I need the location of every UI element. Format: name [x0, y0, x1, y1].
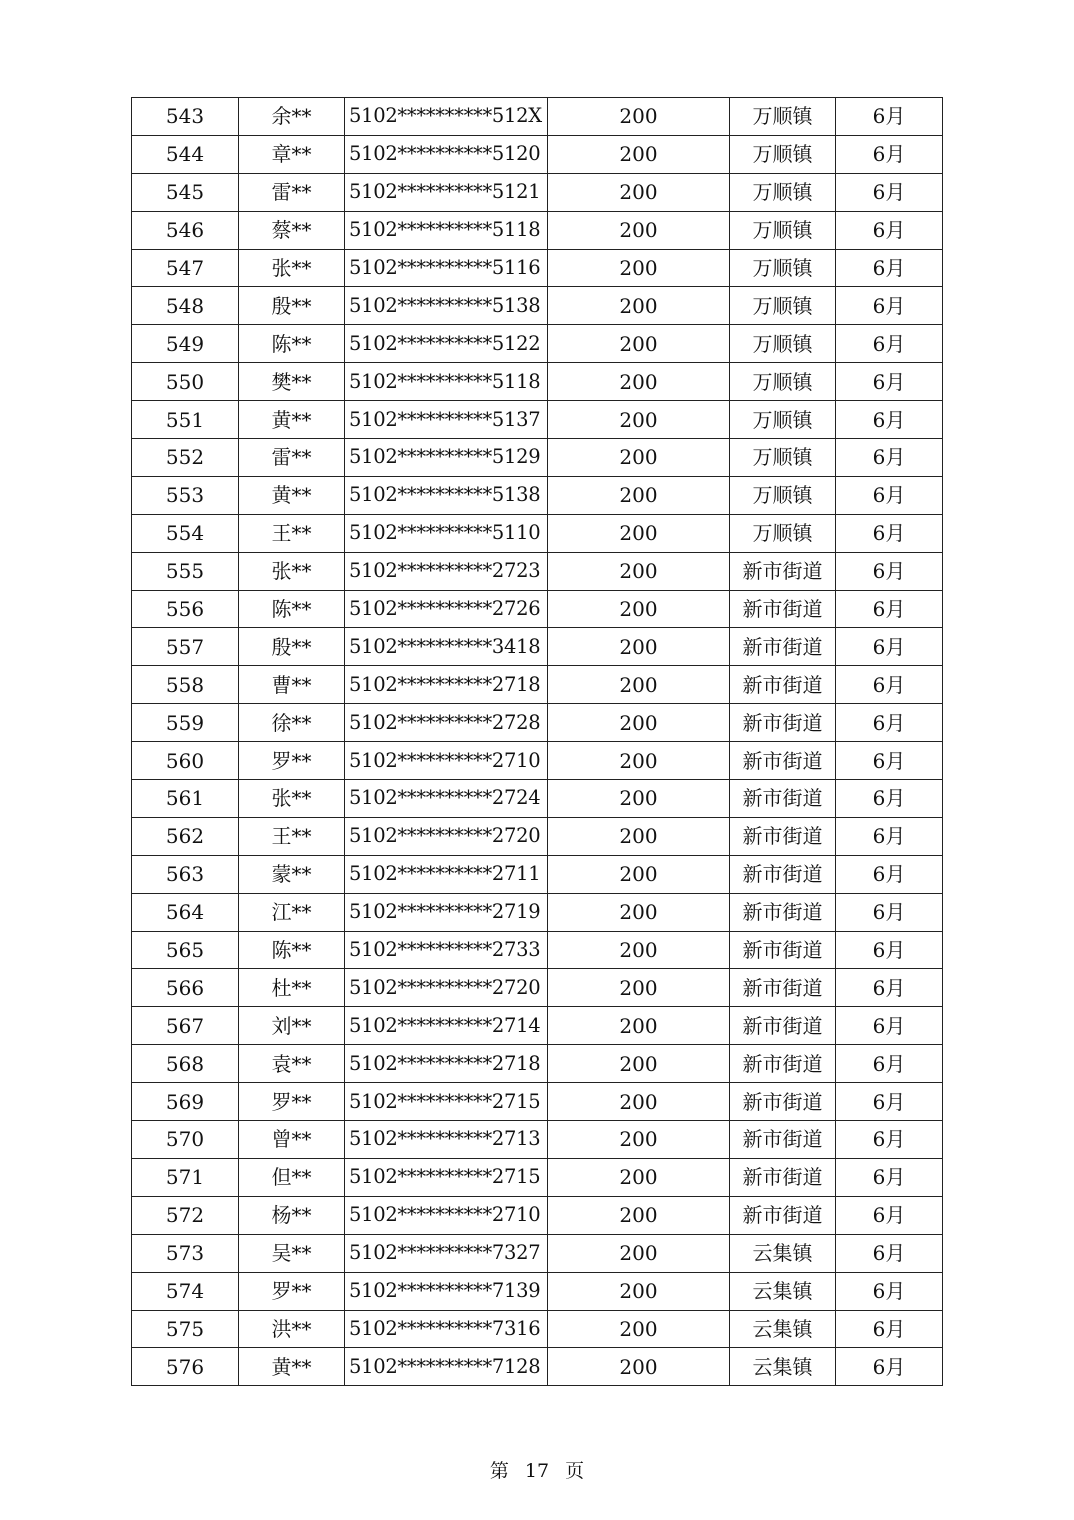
table-row: [132, 325, 943, 363]
cell-name: 袁**: [239, 1045, 345, 1083]
cell-id-number: 5102**********5121: [345, 173, 548, 211]
cell-name: 陈**: [239, 325, 345, 363]
cell-id-number: 5102**********5110: [345, 514, 548, 552]
cell-name: 陈**: [239, 931, 345, 969]
cell-amount: 200: [548, 98, 730, 136]
cell-month: 6月: [836, 514, 943, 552]
cell-amount: 200: [548, 780, 730, 818]
cell-name: 黄**: [239, 476, 345, 514]
cell-town: 万顺镇: [730, 476, 836, 514]
table-row: [132, 931, 943, 969]
cell-amount: 200: [548, 439, 730, 477]
cell-name: 刘**: [239, 1007, 345, 1045]
cell-number: 545: [132, 173, 239, 211]
cell-id-number: 5102**********2720: [345, 969, 548, 1007]
cell-month: 6月: [836, 1234, 943, 1272]
cell-id-number: 5102**********2718: [345, 666, 548, 704]
cell-month: 6月: [836, 476, 943, 514]
cell-town: 新市街道: [730, 1196, 836, 1234]
table-row: [132, 855, 943, 893]
table-row: [132, 173, 943, 211]
cell-number: 573: [132, 1234, 239, 1272]
table-row: [132, 98, 943, 136]
cell-name: 罗**: [239, 742, 345, 780]
page-footer: [0, 1456, 1074, 1483]
cell-number: 554: [132, 514, 239, 552]
cell-id-number: 5102**********7139: [345, 1272, 548, 1310]
table-row: [132, 742, 943, 780]
table-row: [132, 590, 943, 628]
table-row: [132, 287, 943, 325]
cell-name: 罗**: [239, 1272, 345, 1310]
cell-number: 556: [132, 590, 239, 628]
cell-town: 万顺镇: [730, 249, 836, 287]
cell-town: 万顺镇: [730, 211, 836, 249]
cell-id-number: 5102**********2723: [345, 552, 548, 590]
cell-month: 6月: [836, 1310, 943, 1348]
cell-amount: 200: [548, 1121, 730, 1159]
table-row: [132, 1310, 943, 1348]
cell-amount: 200: [548, 666, 730, 704]
cell-number: 543: [132, 98, 239, 136]
cell-month: 6月: [836, 704, 943, 742]
cell-number: 574: [132, 1272, 239, 1310]
cell-number: 572: [132, 1196, 239, 1234]
cell-town: 云集镇: [730, 1310, 836, 1348]
cell-amount: 200: [548, 514, 730, 552]
cell-id-number: 5102**********2733: [345, 931, 548, 969]
cell-town: 万顺镇: [730, 439, 836, 477]
cell-name: 殷**: [239, 628, 345, 666]
cell-amount: 200: [548, 363, 730, 401]
cell-month: 6月: [836, 666, 943, 704]
cell-amount: 200: [548, 1045, 730, 1083]
cell-town: 新市街道: [730, 704, 836, 742]
cell-amount: 200: [548, 1158, 730, 1196]
cell-town: 新市街道: [730, 742, 836, 780]
cell-id-number: 5102**********2710: [345, 1196, 548, 1234]
cell-town: 万顺镇: [730, 514, 836, 552]
cell-name: 黄**: [239, 1348, 345, 1386]
cell-town: 新市街道: [730, 893, 836, 931]
cell-id-number: 5102**********5137: [345, 401, 548, 439]
cell-id-number: 5102**********7316: [345, 1310, 548, 1348]
cell-amount: 200: [548, 817, 730, 855]
cell-name: 黄**: [239, 401, 345, 439]
cell-month: 6月: [836, 325, 943, 363]
cell-id-number: 5102**********5116: [345, 249, 548, 287]
cell-number: 562: [132, 817, 239, 855]
cell-month: 6月: [836, 1272, 943, 1310]
cell-name: 罗**: [239, 1083, 345, 1121]
cell-id-number: 5102**********512X: [345, 98, 548, 136]
cell-town: 云集镇: [730, 1234, 836, 1272]
cell-name: 张**: [239, 780, 345, 818]
cell-number: 566: [132, 969, 239, 1007]
cell-id-number: 5102**********5118: [345, 363, 548, 401]
cell-name: 曾**: [239, 1121, 345, 1159]
cell-name: 杨**: [239, 1196, 345, 1234]
cell-name: 张**: [239, 552, 345, 590]
table-row: [132, 1272, 943, 1310]
cell-number: 547: [132, 249, 239, 287]
cell-number: 571: [132, 1158, 239, 1196]
table-row: [132, 1007, 943, 1045]
cell-month: 6月: [836, 173, 943, 211]
cell-name: 樊**: [239, 363, 345, 401]
cell-id-number: 5102**********2714: [345, 1007, 548, 1045]
cell-town: 云集镇: [730, 1272, 836, 1310]
cell-id-number: 5102**********2711: [345, 855, 548, 893]
table-row: [132, 401, 943, 439]
cell-month: 6月: [836, 931, 943, 969]
cell-number: 567: [132, 1007, 239, 1045]
cell-number: 564: [132, 893, 239, 931]
cell-amount: 200: [548, 969, 730, 1007]
cell-town: 万顺镇: [730, 173, 836, 211]
cell-id-number: 5102**********2726: [345, 590, 548, 628]
cell-town: 新市街道: [730, 1007, 836, 1045]
cell-town: 新市街道: [730, 1045, 836, 1083]
cell-amount: 200: [548, 1234, 730, 1272]
table-row: [132, 514, 943, 552]
cell-town: 新市街道: [730, 590, 836, 628]
cell-town: 万顺镇: [730, 287, 836, 325]
cell-id-number: 5102**********2724: [345, 780, 548, 818]
cell-number: 544: [132, 135, 239, 173]
table-row: [132, 135, 943, 173]
cell-number: 558: [132, 666, 239, 704]
table-row: [132, 1121, 943, 1159]
cell-name: 蔡**: [239, 211, 345, 249]
cell-number: 549: [132, 325, 239, 363]
cell-month: 6月: [836, 211, 943, 249]
table-row: [132, 893, 943, 931]
cell-name: 江**: [239, 893, 345, 931]
cell-number: 546: [132, 211, 239, 249]
cell-number: 569: [132, 1083, 239, 1121]
cell-name: 雷**: [239, 173, 345, 211]
cell-number: 576: [132, 1348, 239, 1386]
cell-number: 570: [132, 1121, 239, 1159]
cell-month: 6月: [836, 1158, 943, 1196]
cell-town: 万顺镇: [730, 401, 836, 439]
cell-amount: 200: [548, 552, 730, 590]
cell-id-number: 5102**********2720: [345, 817, 548, 855]
cell-town: 新市街道: [730, 817, 836, 855]
cell-month: 6月: [836, 1045, 943, 1083]
cell-id-number: 5102**********2728: [345, 704, 548, 742]
cell-month: 6月: [836, 98, 943, 136]
cell-id-number: 5102**********3418: [345, 628, 548, 666]
cell-month: 6月: [836, 363, 943, 401]
cell-id-number: 5102**********5129: [345, 439, 548, 477]
cell-number: 557: [132, 628, 239, 666]
cell-id-number: 5102**********7128: [345, 1348, 548, 1386]
table-row: [132, 552, 943, 590]
footer-suffix: 页: [565, 1460, 585, 1482]
table-row: [132, 1196, 943, 1234]
cell-id-number: 5102**********2710: [345, 742, 548, 780]
cell-amount: 200: [548, 1007, 730, 1045]
cell-town: 万顺镇: [730, 363, 836, 401]
cell-name: 陈**: [239, 590, 345, 628]
table-row: [132, 363, 943, 401]
cell-id-number: 5102**********5138: [345, 287, 548, 325]
cell-month: 6月: [836, 742, 943, 780]
cell-town: 新市街道: [730, 628, 836, 666]
cell-amount: 200: [548, 628, 730, 666]
cell-id-number: 5102**********5118: [345, 211, 548, 249]
cell-month: 6月: [836, 969, 943, 1007]
cell-name: 杜**: [239, 969, 345, 1007]
cell-name: 但**: [239, 1158, 345, 1196]
cell-month: 6月: [836, 1007, 943, 1045]
cell-name: 徐**: [239, 704, 345, 742]
cell-town: 新市街道: [730, 1158, 836, 1196]
cell-month: 6月: [836, 249, 943, 287]
cell-number: 575: [132, 1310, 239, 1348]
cell-month: 6月: [836, 628, 943, 666]
cell-id-number: 5102**********2715: [345, 1158, 548, 1196]
table-row: [132, 666, 943, 704]
cell-month: 6月: [836, 287, 943, 325]
cell-town: 新市街道: [730, 1121, 836, 1159]
cell-amount: 200: [548, 1348, 730, 1386]
cell-name: 蒙**: [239, 855, 345, 893]
cell-month: 6月: [836, 1348, 943, 1386]
cell-town: 新市街道: [730, 1083, 836, 1121]
cell-number: 551: [132, 401, 239, 439]
cell-month: 6月: [836, 780, 943, 818]
cell-name: 雷**: [239, 439, 345, 477]
table-row: [132, 628, 943, 666]
cell-name: 余**: [239, 98, 345, 136]
table-row: [132, 439, 943, 477]
footer-prefix: 第: [489, 1460, 509, 1482]
table-row: [132, 476, 943, 514]
cell-town: 万顺镇: [730, 325, 836, 363]
cell-month: 6月: [836, 817, 943, 855]
cell-town: 新市街道: [730, 969, 836, 1007]
cell-number: 559: [132, 704, 239, 742]
cell-id-number: 5102**********5138: [345, 476, 548, 514]
table-row: [132, 1158, 943, 1196]
cell-town: 新市街道: [730, 552, 836, 590]
cell-town: 新市街道: [730, 780, 836, 818]
cell-amount: 200: [548, 249, 730, 287]
cell-number: 568: [132, 1045, 239, 1083]
cell-amount: 200: [548, 401, 730, 439]
cell-id-number: 5102**********7327: [345, 1234, 548, 1272]
cell-name: 曹**: [239, 666, 345, 704]
table-row: [132, 1234, 943, 1272]
table-row: [132, 969, 943, 1007]
cell-name: 王**: [239, 514, 345, 552]
table-row: [132, 1045, 943, 1083]
cell-id-number: 5102**********5120: [345, 135, 548, 173]
roster-table: [131, 97, 943, 1386]
cell-amount: 200: [548, 1083, 730, 1121]
cell-town: 新市街道: [730, 855, 836, 893]
cell-amount: 200: [548, 476, 730, 514]
cell-month: 6月: [836, 855, 943, 893]
cell-number: 561: [132, 780, 239, 818]
page-number: 17: [524, 1460, 550, 1482]
cell-month: 6月: [836, 590, 943, 628]
cell-amount: 200: [548, 893, 730, 931]
cell-name: 王**: [239, 817, 345, 855]
cell-amount: 200: [548, 1310, 730, 1348]
cell-number: 553: [132, 476, 239, 514]
cell-month: 6月: [836, 401, 943, 439]
cell-number: 555: [132, 552, 239, 590]
cell-number: 560: [132, 742, 239, 780]
cell-id-number: 5102**********2713: [345, 1121, 548, 1159]
table-row: [132, 1348, 943, 1386]
table-row: [132, 704, 943, 742]
cell-number: 563: [132, 855, 239, 893]
cell-amount: 200: [548, 855, 730, 893]
cell-amount: 200: [548, 704, 730, 742]
table-row: [132, 817, 943, 855]
cell-month: 6月: [836, 893, 943, 931]
cell-name: 吴**: [239, 1234, 345, 1272]
cell-name: 章**: [239, 135, 345, 173]
cell-name: 洪**: [239, 1310, 345, 1348]
cell-amount: 200: [548, 1272, 730, 1310]
table-row: [132, 780, 943, 818]
cell-number: 548: [132, 287, 239, 325]
cell-amount: 200: [548, 590, 730, 628]
table-row: [132, 1083, 943, 1121]
cell-number: 552: [132, 439, 239, 477]
cell-town: 万顺镇: [730, 98, 836, 136]
cell-name: 张**: [239, 249, 345, 287]
cell-town: 云集镇: [730, 1348, 836, 1386]
table-row: [132, 211, 943, 249]
cell-amount: 200: [548, 173, 730, 211]
cell-amount: 200: [548, 931, 730, 969]
cell-id-number: 5102**********2718: [345, 1045, 548, 1083]
table-body: [132, 98, 943, 1386]
cell-month: 6月: [836, 1121, 943, 1159]
cell-month: 6月: [836, 1083, 943, 1121]
table-row: [132, 249, 943, 287]
cell-id-number: 5102**********2719: [345, 893, 548, 931]
cell-id-number: 5102**********2715: [345, 1083, 548, 1121]
cell-town: 新市街道: [730, 666, 836, 704]
cell-month: 6月: [836, 1196, 943, 1234]
cell-town: 万顺镇: [730, 135, 836, 173]
cell-month: 6月: [836, 552, 943, 590]
cell-town: 新市街道: [730, 931, 836, 969]
cell-amount: 200: [548, 287, 730, 325]
cell-number: 550: [132, 363, 239, 401]
cell-amount: 200: [548, 1196, 730, 1234]
cell-amount: 200: [548, 211, 730, 249]
cell-month: 6月: [836, 439, 943, 477]
cell-id-number: 5102**********5122: [345, 325, 548, 363]
cell-amount: 200: [548, 325, 730, 363]
cell-month: 6月: [836, 135, 943, 173]
cell-number: 565: [132, 931, 239, 969]
cell-amount: 200: [548, 135, 730, 173]
cell-amount: 200: [548, 742, 730, 780]
cell-name: 殷**: [239, 287, 345, 325]
